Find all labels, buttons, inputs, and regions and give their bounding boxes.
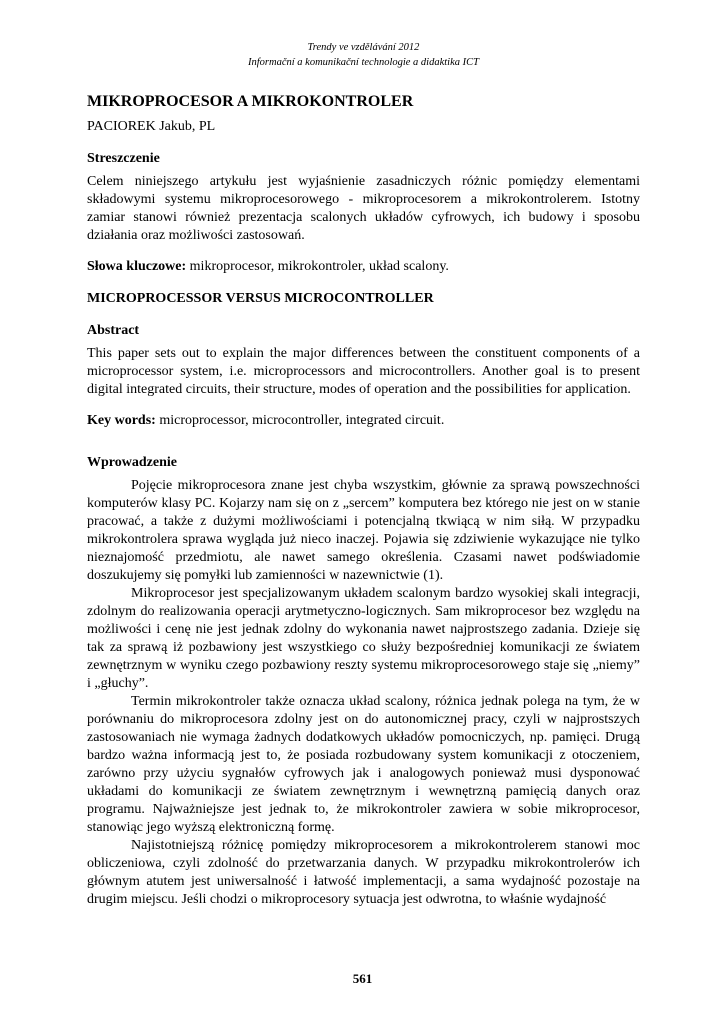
key-words [87, 412, 640, 430]
english-title: MICROPROCESSOR VERSUS MICROCONTROLLER [87, 291, 434, 306]
slowa-kluczowe [87, 258, 640, 276]
abstract-text: This paper sets out to explain the major differences between the constituent components of a microprocessor system, i.e. microprocessors and microcontrollers. Another goal is to present digital integrated circuits, their structure, modes of operation and the possibilities for application. [87, 346, 640, 397]
slowa-kluczowe-value: mikroprocesor, mikrokontroler, układ scalony. [186, 259, 449, 274]
streszczenie-heading: Streszczenie [87, 151, 160, 166]
article-author: PACIOREK Jakub, PL [87, 119, 216, 134]
running-header-line-1: Trendy ve vzdělávání 2012 [307, 42, 420, 53]
page-content [87, 40, 640, 909]
slowa-kluczowe-label: Słowa kluczowe: [87, 259, 187, 274]
wprowadzenie-paragraph-4: Najistotniejszą różnicę pomiędzy mikroprocesorem a mikrokontrolerem stanowi moc obliczeniowa, czyli zdolność do przetwarzania danych. W przypadku mikrokontrolerów ich głównym atutem jest uniwersalność i łatwość implementacji, a sama wydajność pozostaje na drugim miejscu. Jeśli chodzi o mikroprocesory sytuacja jest odwrotna, to właśnie wydajność [87, 838, 640, 907]
abstract-heading: Abstract [87, 323, 140, 338]
wprowadzenie-paragraph-1: Pojęcie mikroprocesora znane jest chyba wszystkim, głównie za sprawą powszechności komputerów klasy PC. Kojarzy nam się on z „sercem” komputera bez którego nie jest on w stanie pracować, a także z dużymi możliwościami i potencjalną tkwiącą w nim siłą. W przypadku mikrokontrolera sprawa wygląda już nieco inaczej. Pojawia się zdziwienie wykazujące nie tylko nieznajomość przedmiotu, ale nawet samego określenia. Czasami nawet podświadomie doszukujemy się pomyłki lub zamienności w nazewnictwie (1). [87, 478, 640, 583]
article-title: MIKROPROCESOR A MIKROKONTROLER [87, 93, 414, 110]
running-header-line-2: Informační a komunikační technologie a didaktika ICT [248, 57, 479, 68]
wprowadzenie-paragraph-2: Mikroprocesor jest specjalizowanym układem scalonym bardzo wysokiej skali integracji, zdolnym do realizowania operacji arytmetyczno-logicznych. Sam mikroprocesor bez względu na możliwości i cenę nie jest jednak zdolny do wykonania nawet najprostszego zadania. Dzieje się tak za sprawą iż pozbawiony jest wszystkiego co służy bezpośredniej komunikacji ze światem zewnętrznym w wyniku czego pozbawiony reszty systemu mikroprocesorowego staje się „niemy” i „głuchy”. [87, 586, 640, 691]
page-number: 561 [352, 971, 373, 986]
key-words-value: microprocessor, microcontroller, integrated circuit. [155, 413, 445, 428]
wprowadzenie-heading: Wprowadzenie [87, 455, 177, 470]
wprowadzenie-paragraph-3: Termin mikrokontroler także oznacza układ scalony, różnica jednak polega na tym, że w porównaniu do mikroprocesora zdolny jest on do autonomicznej pracy, czyli w najprostszych zastosowaniach nie wymaga żadnych dodatkowych układów pomocniczych, np. pamięci. Drugą bardzo ważna informacją jest to, że posiada rozbudowany system komunikacji z otoczeniem, zarówno przy użyciu sygnałów cyfrowych jak i analogowych ponieważ musi dysponować układami do komunikacji ze światem zewnętrznym i wewnętrzną pamięcią danych oraz programu. Najważniejsze jest jednak to, że mikrokontroler zawiera w sobie mikroprocesor, stanowiąc jego wyższą elektroniczną formę. [87, 694, 640, 835]
streszczenie-text: Celem niniejszego artykułu jest wyjaśnienie zasadniczych różnic pomiędzy elementami składowymi systemu mikroprocesorowego - mikroprocesorem a mikrokontrolerem. Istotny zamiar stanowi również prezentacja scalonych układów cyfrowych, ich budowy i sposobu działania oraz możliwości zastosowań. [87, 174, 640, 243]
key-words-label: Key words: [87, 413, 156, 428]
